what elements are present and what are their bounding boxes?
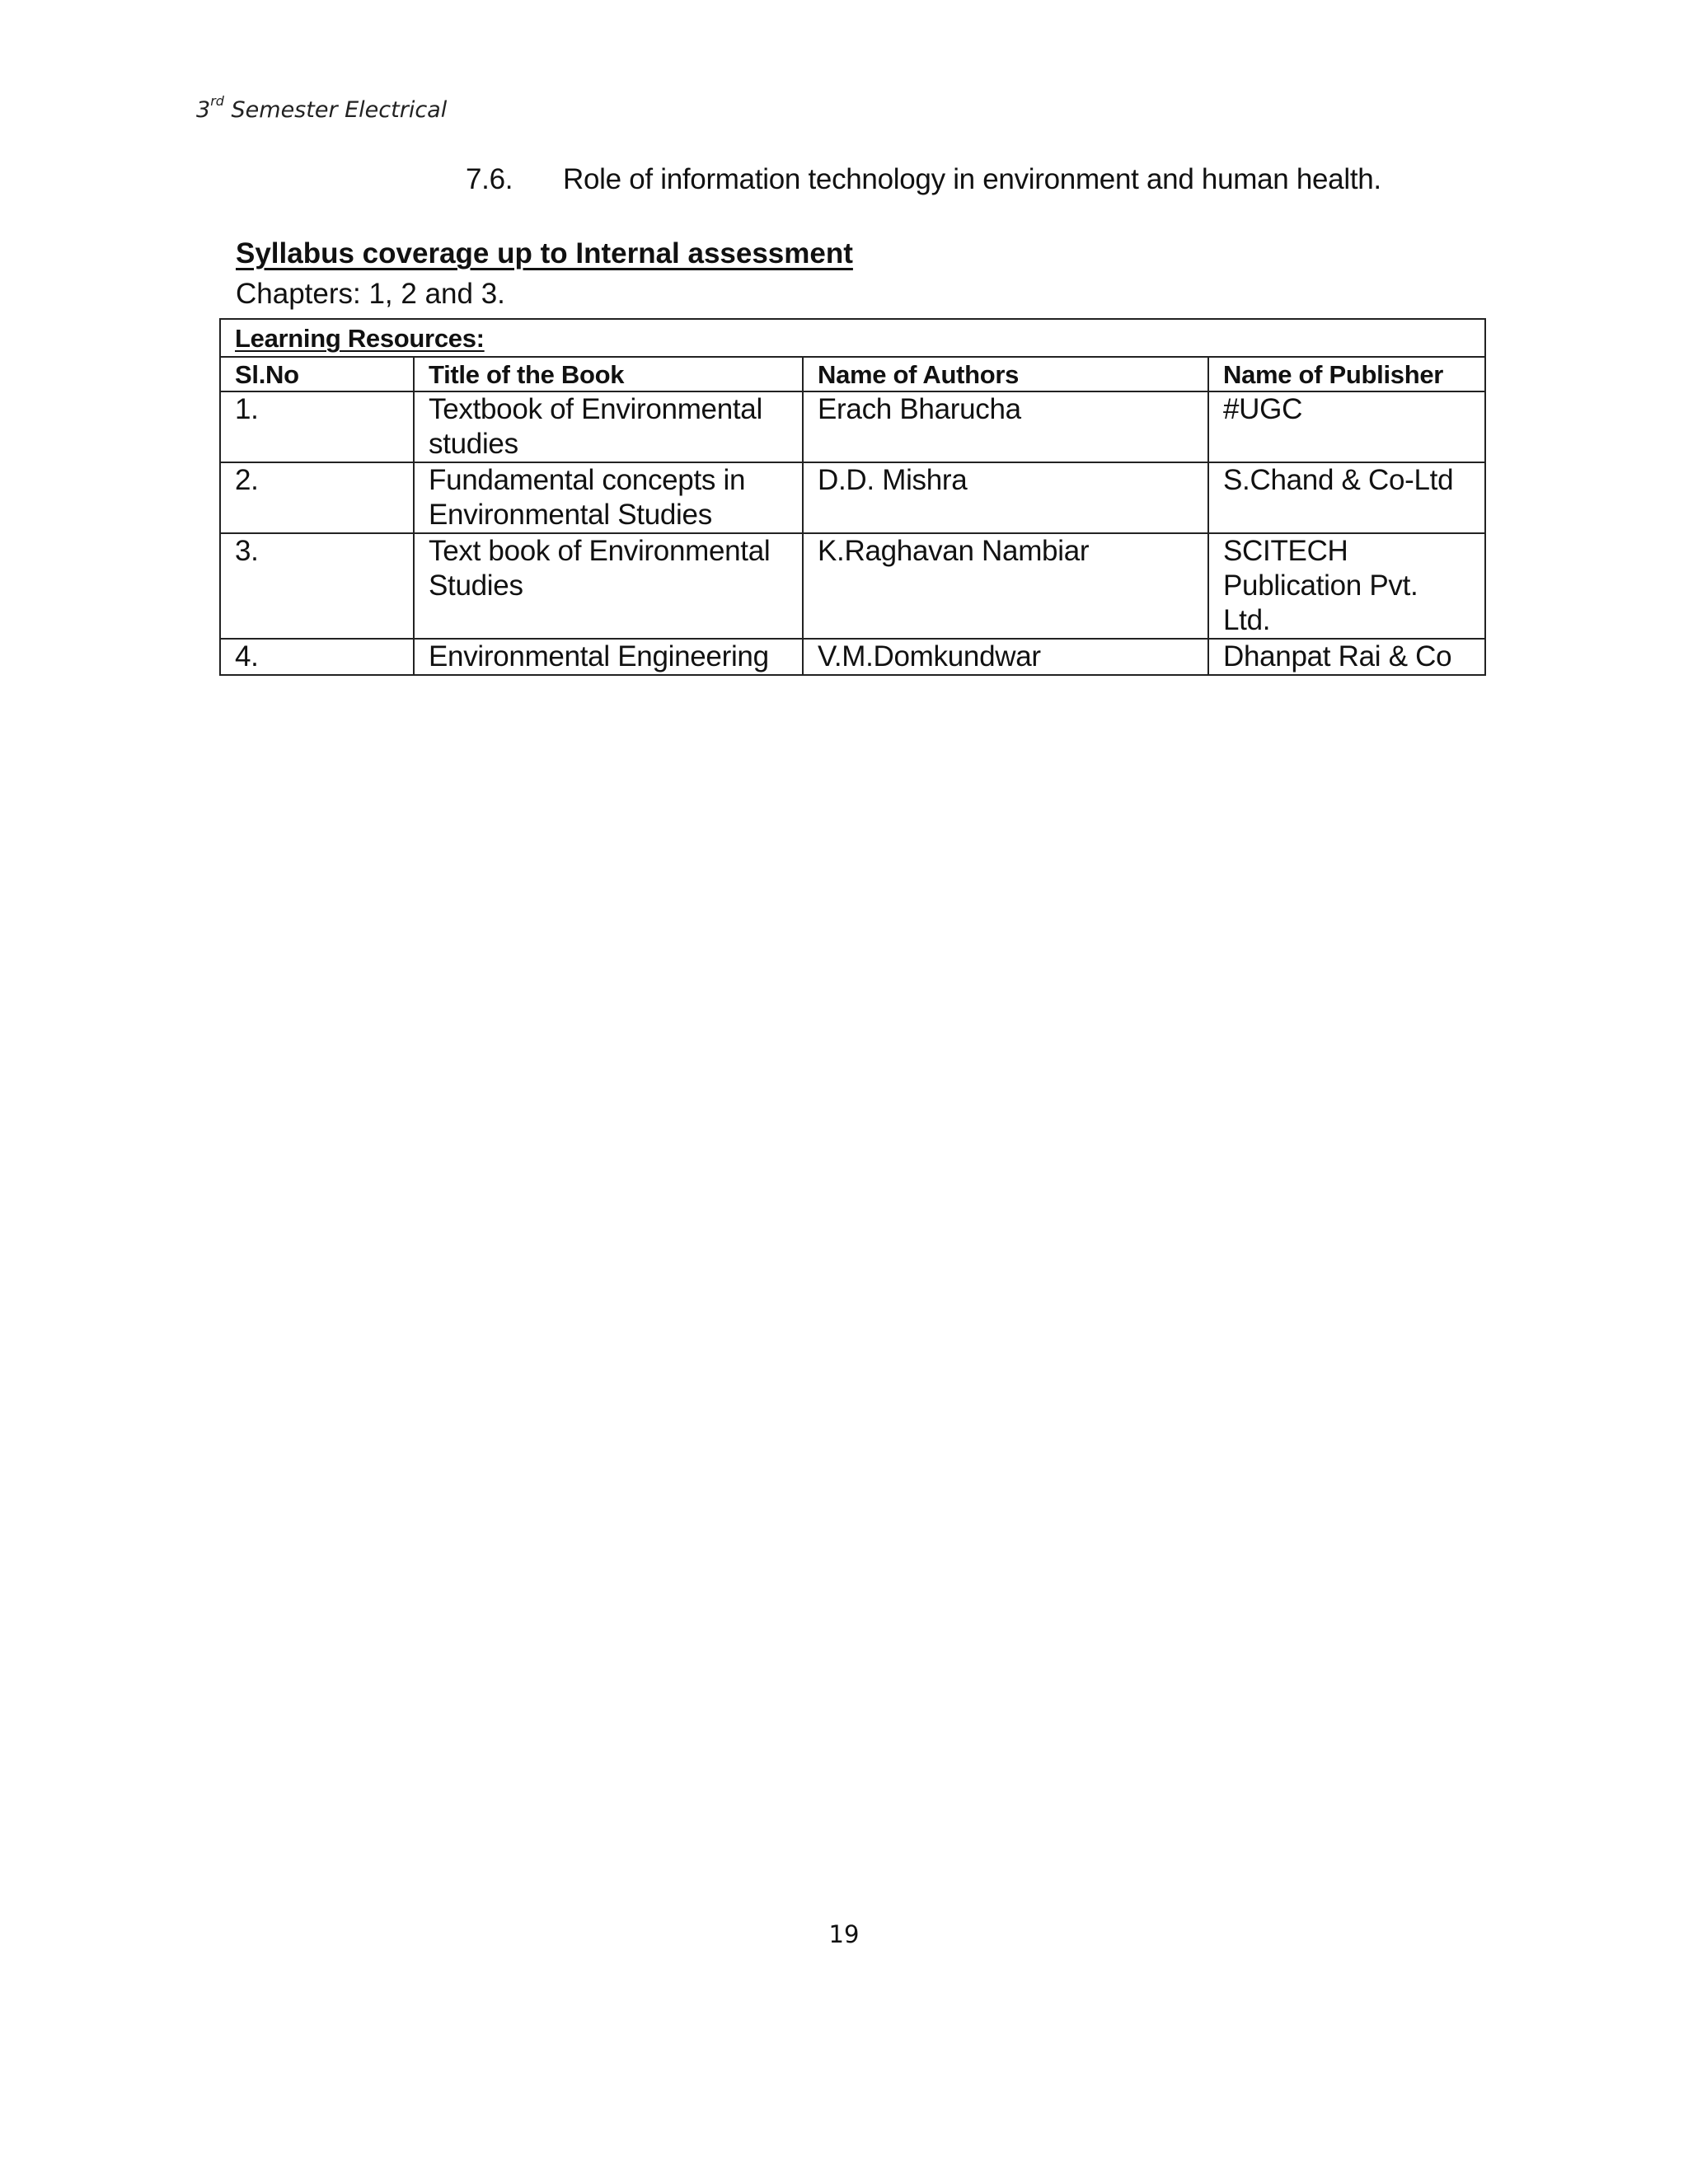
header-authors: Name of Authors <box>803 357 1208 391</box>
cell-sl-no: 3. <box>220 533 414 639</box>
cell-publisher <box>1208 462 1485 533</box>
cell-title-line: Fundamental concepts in <box>429 464 746 496</box>
table-row <box>220 391 1485 462</box>
cell-title-line: Studies <box>429 569 523 602</box>
cell-authors: Erach Bharucha <box>803 391 1208 462</box>
cell-title <box>414 462 803 533</box>
cell-title <box>414 391 803 462</box>
cell-publisher <box>1208 391 1485 462</box>
cell-publisher-line: S.Chand & Co-Ltd <box>1223 464 1454 496</box>
cell-title-line: studies <box>429 428 518 460</box>
table-caption <box>220 319 1485 357</box>
header-title: Semester Electrical <box>231 97 448 123</box>
page-number: 19 <box>828 1920 860 1948</box>
cell-title-line: Environmental Studies <box>429 499 712 531</box>
chapters-text: Chapters: 1, 2 and 3. <box>236 278 505 310</box>
header-sl-no: Sl.No <box>220 357 414 391</box>
header-ordinal-suffix: rd <box>210 93 224 109</box>
cell-publisher-line: #UGC <box>1223 393 1303 425</box>
cell-title <box>414 639 803 675</box>
running-header <box>196 93 448 123</box>
cell-publisher-line: Ltd. <box>1223 604 1271 636</box>
cell-publisher-line: Publication Pvt. <box>1223 569 1418 602</box>
table-caption-text: Learning Resources: <box>235 324 485 353</box>
cell-publisher-line: Dhanpat Rai & Co <box>1223 640 1452 673</box>
cell-authors: K.Raghavan Nambiar <box>803 533 1208 639</box>
learning-resources-table <box>219 318 1486 676</box>
section-heading: Syllabus coverage up to Internal assessment <box>236 237 853 269</box>
cell-publisher <box>1208 533 1485 639</box>
cell-authors: V.M.Domkundwar <box>803 639 1208 675</box>
cell-publisher <box>1208 639 1485 675</box>
list-item-text: Role of information technology in environment and human health. <box>563 163 1381 195</box>
cell-title-line: Textbook of Environmental <box>429 393 762 425</box>
table-row <box>220 639 1485 675</box>
cell-sl-no: 4. <box>220 639 414 675</box>
table-row <box>220 533 1485 639</box>
cell-title-line: Text book of Environmental <box>429 535 771 567</box>
list-item-number: 7.6. <box>466 163 513 195</box>
cell-title-line: Environmental Engineering <box>429 640 769 673</box>
cell-publisher-line: SCITECH <box>1223 535 1348 567</box>
cell-title <box>414 533 803 639</box>
header-ordinal: 3 <box>196 97 211 123</box>
table-header-row <box>220 357 1485 391</box>
table-caption-row <box>220 319 1485 357</box>
cell-sl-no: 2. <box>220 462 414 533</box>
header-title: Title of the Book <box>414 357 803 391</box>
cell-sl-no: 1. <box>220 391 414 462</box>
header-publisher: Name of Publisher <box>1208 357 1485 391</box>
table-row <box>220 462 1485 533</box>
cell-authors: D.D. Mishra <box>803 462 1208 533</box>
